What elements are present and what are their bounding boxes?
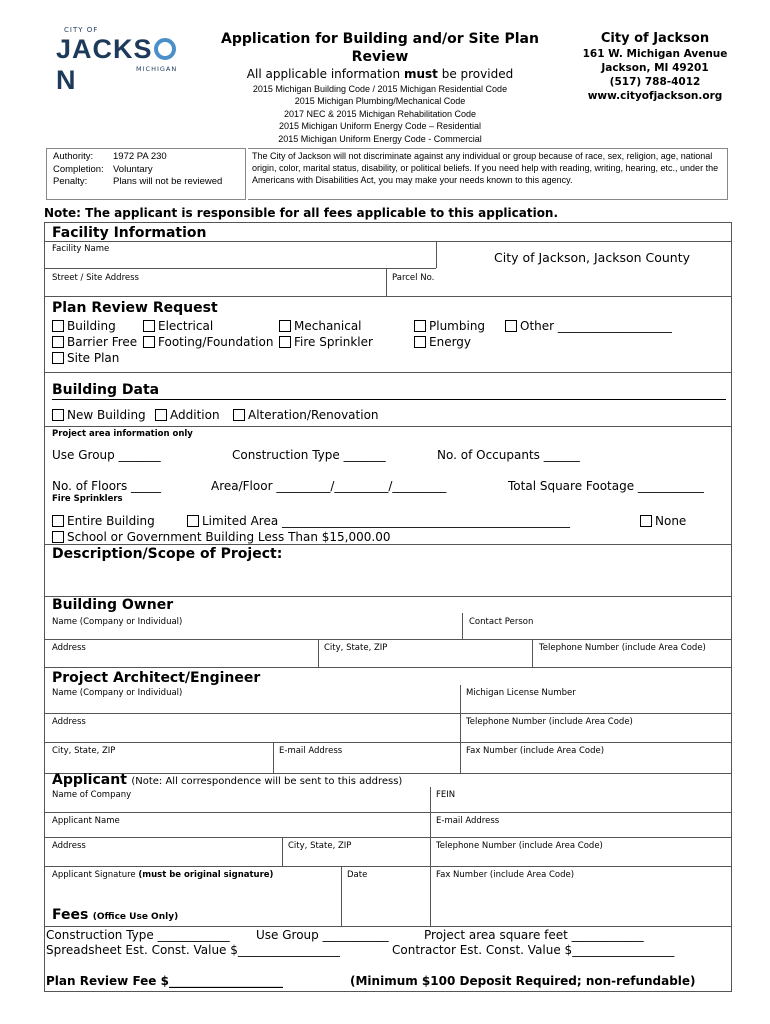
architect-city-field[interactable]: City, State, ZIP [52,746,116,756]
checkbox-energy[interactable]: Energy [414,335,471,349]
architect-email-field[interactable]: E-mail Address [279,746,343,756]
owner-city-field[interactable]: City, State, ZIP [324,643,388,653]
applicant-heading: Applicant (Note: All correspondence will be sent to this address) [52,772,403,788]
total-square-footage-field[interactable]: Total Square Footage ___________ [508,479,704,493]
code-item: 2015 Michigan Plumbing/Mechanical Code [294,96,466,107]
checkbox-mechanical[interactable]: Mechanical [279,319,362,333]
title-line-2: Review [351,49,409,65]
fee-use-group[interactable]: Use Group ___________ [256,928,389,942]
authority-value: Voluntary [113,163,153,175]
checkbox-entire-building[interactable]: Entire Building [52,514,155,528]
required-notice: All applicable information must be provided [246,67,514,81]
construction-type-field[interactable]: Construction Type _______ [232,448,386,462]
checkbox-footing[interactable]: Footing/Foundation [143,335,273,349]
fees-heading: Fees (Office Use Only) [52,907,179,923]
fire-sprinklers-label: Fire Sprinklers [52,494,123,504]
fee-construction-type[interactable]: Construction Type ____________ [46,928,230,942]
checkbox-building[interactable]: Building [52,319,116,333]
checkbox-limited-area[interactable]: Limited Area ________________________________________________ [187,514,570,528]
authority-label: Authority: [53,151,94,162]
facility-name-field[interactable]: Facility Name [52,244,110,254]
checkbox-site-plan[interactable]: Site Plan [52,351,119,365]
city-name: City of Jackson [600,31,710,46]
checkbox-school-gov[interactable]: School or Government Building Less Than $15,000.00 [52,530,390,544]
logo-sub-text: MICHIGAN [136,65,178,73]
city-website[interactable]: www.cityofjackson.org [587,90,723,102]
authority-row [53,151,239,164]
logo-o-icon [154,38,176,60]
authority-value: Plans will not be reviewed [113,176,223,187]
title-line-1: Application for Building and/or Site Plan [221,31,539,47]
minimum-deposit-note: (Minimum $100 Deposit Required; non-refundable) [350,974,696,988]
applicant-signature-field[interactable]: Applicant Signature (must be original signature) [52,870,274,880]
code-list [210,83,550,145]
architect-heading: Project Architect/Engineer [52,670,261,686]
city-logo [50,26,190,95]
code-item: 2017 NEC & 2015 Michigan Rehabilitation Code [283,108,477,119]
fees-note: Note: The applicant is responsible for all fees applicable to this application. [44,206,559,220]
applicant-fein-field[interactable]: FEIN [436,790,456,800]
architect-license-field[interactable]: Michigan License Number [466,688,576,698]
applicant-company-field[interactable]: Name of Company [52,790,132,800]
city-contact [560,30,750,103]
occupants-field[interactable]: No. of Occupants ______ [437,448,580,462]
checkbox-addition[interactable]: Addition [155,408,220,422]
authority-box [46,148,246,200]
logo-top-text: CITY OF [64,26,99,34]
code-item: 2015 Michigan Building Code / 2015 Michigan Residential Code [252,84,508,94]
code-item: 2015 Michigan Uniform Energy Code - Commercial [278,133,482,144]
owner-heading: Building Owner [52,597,174,613]
parcel-number-field[interactable]: Parcel No. [392,273,435,283]
checkbox-other[interactable]: Other ___________________ [505,319,672,333]
applicant-date-field[interactable]: Date [347,870,368,880]
floors-field[interactable]: No. of Floors _____ [52,479,162,493]
applicant-name-field[interactable]: Applicant Name [52,816,120,826]
city-address-1: 161 W. Michigan Avenue [582,48,728,60]
city-phone: (517) 788-4012 [609,76,701,88]
description-heading: Description/Scope of Project: [52,546,283,562]
applicant-address-field[interactable]: Address [52,841,86,851]
plan-review-heading: Plan Review Request [52,300,218,316]
checkbox-alteration[interactable]: Alteration/Renovation [233,408,379,422]
authority-label: Completion: [53,163,104,175]
owner-name-field[interactable]: Name (Company or Individual) [52,617,183,627]
applicant-city-field[interactable]: City, State, ZIP [288,841,352,851]
authority-label: Penalty: [53,176,88,187]
checkbox-none[interactable]: None [640,514,686,528]
fee-spreadsheet-value[interactable]: Spreadsheet Est. Const. Value $_________________ [46,943,340,957]
authority-value: 1972 PA 230 [113,151,167,162]
use-group-field[interactable]: Use Group _______ [52,448,161,462]
applicant-email-field[interactable]: E-mail Address [436,816,500,826]
checkbox-plumbing[interactable]: Plumbing [414,319,485,333]
facility-heading: Facility Information [52,225,207,241]
checkbox-barrier-free[interactable]: Barrier Free [52,335,137,349]
checkbox-electrical[interactable]: Electrical [143,319,213,333]
description-textarea[interactable] [52,564,722,596]
authority-row [53,164,239,177]
plan-review-fee[interactable]: Plan Review Fee $___________________ [46,974,283,988]
logo-wordmark: JACKSN [56,34,190,96]
nondiscrimination-statement: The City of Jackson will not discriminate against any individual or group because of race, sex, religion, age, national origin, color, marital status, disability, or political beliefs. If you need help with reading, writing, hearing, etc., under the Americans with Disabilities Act, you may make your needs known to this agency. [248,148,728,200]
authority-row [53,176,239,189]
facility-city-value: City of Jackson, Jackson County [494,250,691,265]
architect-phone-field[interactable]: Telephone Number (include Area Code) [466,717,633,727]
project-area-label: Project area information only [52,429,193,439]
applicant-fax-field[interactable]: Fax Number (include Area Code) [436,870,575,880]
owner-contact-field[interactable]: Contact Person [469,617,534,627]
architect-address-field[interactable]: Address [52,717,86,727]
area-floor-field[interactable]: Area/Floor _________/_________/_________ [211,479,447,493]
fee-contractor-value[interactable]: Contractor Est. Const. Value $_________________ [392,943,675,957]
applicant-phone-field[interactable]: Telephone Number (include Area Code) [436,841,603,851]
street-address-field[interactable]: Street / Site Address [52,273,139,283]
page-title [210,30,550,66]
owner-address-field[interactable]: Address [52,643,86,653]
fee-project-sq[interactable]: Project area square feet ____________ [424,928,644,942]
checkbox-new-building[interactable]: New Building [52,408,146,422]
architect-fax-field[interactable]: Fax Number (include Area Code) [466,746,605,756]
building-data-heading: Building Data [52,382,160,398]
architect-name-field[interactable]: Name (Company or Individual) [52,688,183,698]
checkbox-fire-sprinkler[interactable]: Fire Sprinkler [279,335,373,349]
city-address-2: Jackson, MI 49201 [601,62,709,74]
code-item: 2015 Michigan Uniform Energy Code – Residential [278,121,482,132]
owner-phone-field[interactable]: Telephone Number (include Area Code) [539,643,706,653]
